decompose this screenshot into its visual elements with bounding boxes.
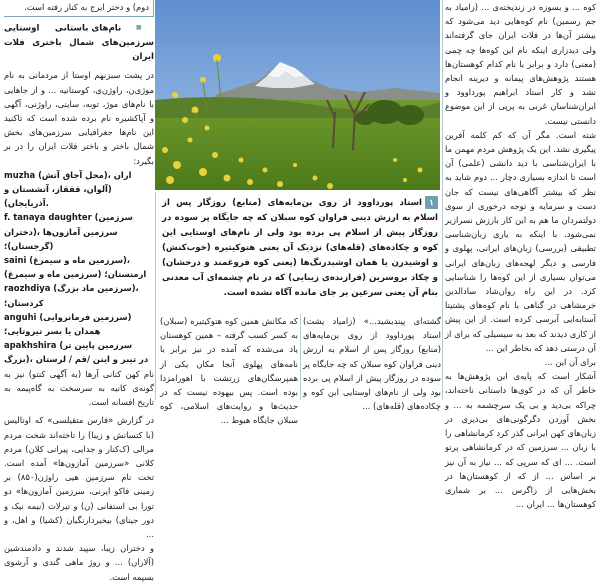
column-divider — [300, 314, 301, 400]
left-term-saini: saini (سرزمین ماه و سیمرغ)، (سرزمین ماه و سیمرغ) ارمنستان؛ — [4, 255, 147, 280]
left-paragraph: و دختران زیبا، سپید شدند و دادمندشین (آلاران) ... و روژ ماهی گندی و آرشوی بسپمه است. — [4, 543, 154, 582]
left-term-apakhshira: apakhshira (سرزمین پایین تر بزرگ)، در تیبر و اینن /قم / لرستان — [4, 340, 149, 365]
caption-text: استاد پورداوود از روی بن‌مایه‌های (منابع) روزگار پس از اسلام به ارزش دینی فراوان کوه سبلان که چه جایگاه پر سوده در روزگار پیش از اسلام پی برده بود ولی از نام‌های اوستایی این کوه و چکاده‌های (قله‌های) نزدیک آن یعنی هتوکیتیره (خوب‌کنش) و اوشیدرن یا همان اوشیدرنگ‌ها (یعنی کوه فروغمند و درخشان) و چکاد بروسرین (فرازنده‌ی زیبایی) که در نام چشمه‌ای آب معدنی بنام آن یعنی سرعین بر جای مانده آگاه نشده است. — [162, 198, 438, 298]
left-heading: ■ نام‌های باستانی اوستایی سرزمین‌های شمال باختری فلات ایران — [4, 21, 154, 64]
left-term-tanaya: f. tanaya daughter (سرزمین دختران)، سرزمین آمازون‌ها (گرجستان)؛ — [4, 212, 133, 251]
column-divider — [442, 0, 443, 400]
middle-right-text: گشته‌ای پیندیشید...» (زامیاد یشت) استاد پورداوود از روی بن‌مایه‌های (منابع) روزگار پس از اسلام به ارزش دینی فراوان کوه سبلان که چه جایگاه پر سوده در روزگار پیش از اسلام پی برده بود ولی از نام‌های اوستایی این کوه و چکاده‌های (قله‌های) ... — [303, 316, 441, 412]
left-top-text: دوم) و دختر ایرج به کنار رفته است. — [24, 2, 149, 12]
column-divider — [155, 192, 156, 400]
left-term-muzha: muzha (محل آجاق آتش)، اران (آلوان، قفقاز، آتشستان و آذربایجان). — [4, 169, 132, 209]
middle-right-column — [303, 314, 441, 412]
left-paragraph: در پشت سبزنهم اوستا از مردمانی به نام موژی‌ن، راوژن‌ی، کوستانیه ... و از جاهایی با نام‌های موژ، توبه، ساینی، راوژنی، آگهی و آپاکشیره نام برده شده است که تاکنید این نام‌ها جغرافیایی سرزمین‌های بخش شمال باختر و باختر فلات ایران را در بر بگیرد: — [4, 70, 154, 166]
left-top-box — [4, 0, 154, 17]
photo-caption — [162, 196, 438, 301]
middle-left-text: که مکانش همین کوه هتوکیتیره (سبلان) به کسر کسب گرفته – همین کوهستان یاد می‌شده که آمده در نیز برابر با نامه‌های پهلوی آنجا مکان یکی از همپرسگان‌های زرتشت با اهورامزدا بوده است. پس بیهوده نیست که در حدیث‌ها و روایت‌های اسلامی، کوه سبلان جایگاه هبوط ... — [160, 316, 298, 426]
right-column — [445, 0, 596, 510]
left-paragraph: نام کهن کنانی آرها (به آگهی کنتو) نیز به گونه‌ی کانیه به سرسخت به گاه‌پیمه به تاریخ افسانه است. — [4, 368, 154, 408]
mountain-landscape-photo — [155, 0, 440, 190]
right-paragraph: آشکار است که پایه‌ی این پژوهش‌ها به خاطر آن که در کوی‌ها داستانی ناخته‌اند، چراکه بی‌دید و بی‌ یک سرچشمه به ... و بخش آوردن دگرگونی‌های بی‌ذیری در زبان‌های کهن ایرانی گذر کرد کرمانشاهی را با زبان ... سرزمین که در کرمانشاهی پرتو است. ... ای که سرپی که ... نیاز به آن نیز بر اساس ... از که از کوهستان‌ها در بخش‌هایی از زاگرس ... بر شماری کوهستان‌ها ... ایران ... — [445, 371, 596, 510]
right-paragraph: شته است. مگر آن که کم کلمه آفرین پیگیری نشد. این یک پژوهش مردم مهمن ما با ایران‌شناسی با دید دانشی (علمی) آن است تا اندازه بسیاری دچار ... دوم شاید به نظر که بیشتر آگاهی‌های نیست که جان دست و سرمایه و توجه درخوری از سوی دولتمردان ما هم به این کار بارزش نسرازیر نمی‌شود. با اینکه به یاری زبان‌شناسی تطبیقی (بررسی) زبان‌های ایرانی، پهلوی و فارسی و دیگر لهجه‌های زبان‌های ایرانی می‌توان بسیاری از این کوه‌ها را شناسایی کرد. در این راه روان‌شاد سادالدین خرمشاهی در گناهی با نام کوه‌های پشتیتا آستابه‌ایی آبرسی کرده است. از این پیش از کاری دیدند که بعد به سیسیلی که برای از آن درستی دهد که بخاطر این ... — [445, 129, 596, 353]
right-paragraph: برای آن این ... — [544, 357, 596, 368]
middle-left-column — [160, 314, 298, 426]
left-term-raozhdiya: raozhdiya (سرزمین ماد بزرگ)، کردستان؛ — [4, 283, 139, 308]
right-paragraph: کوه ... و بسوزه در زندیخته‌ی ... (زامیاد به جم رسمین) نام کوه‌هایی دید می‌شود که بیشتر آن‌ها در فلات ایران جای گرفته‌اند ولی دیدزاری اینکه نام این کوه‌ها چه چمی (معنی) دارد و برابر با نام کدام کوهستان‌ها هستند پژوهش‌های پیمانه و دیرینه انجام نشد و کار استاد ابراهیم پورداوود و ایران‌شناسان غربی به پرپی از این موضوع دانستی نیست. — [445, 2, 596, 126]
caption-number: ۱ — [425, 196, 438, 209]
left-paragraph: در گزارش «فارس متقیلسی» که اوتالیس (با کتسانش و زیبا) را تاخته‌اند شخت مردم مرالی (ک‌کنار و جدایی، پیرانی کلان) مردم کلانی «سرزمین آمازون‌ها» آمده است. تخت نام سرزمین هیی راوژن(۸۵۰) بر زمینی فاکو ایرنی، سرزمین آمازون‌ها» دو تورا بی استفانی (ن) و تیرلات (نیمه نیک و دور جینای) بیخبردارنگیان (کشیا) و اهل، و ... — [4, 415, 154, 539]
left-column — [4, 0, 154, 582]
left-term-anguhi: anguhi (سرزمین فرمانروایی) همدان یا بسر تیروتایی؛ — [4, 311, 132, 337]
